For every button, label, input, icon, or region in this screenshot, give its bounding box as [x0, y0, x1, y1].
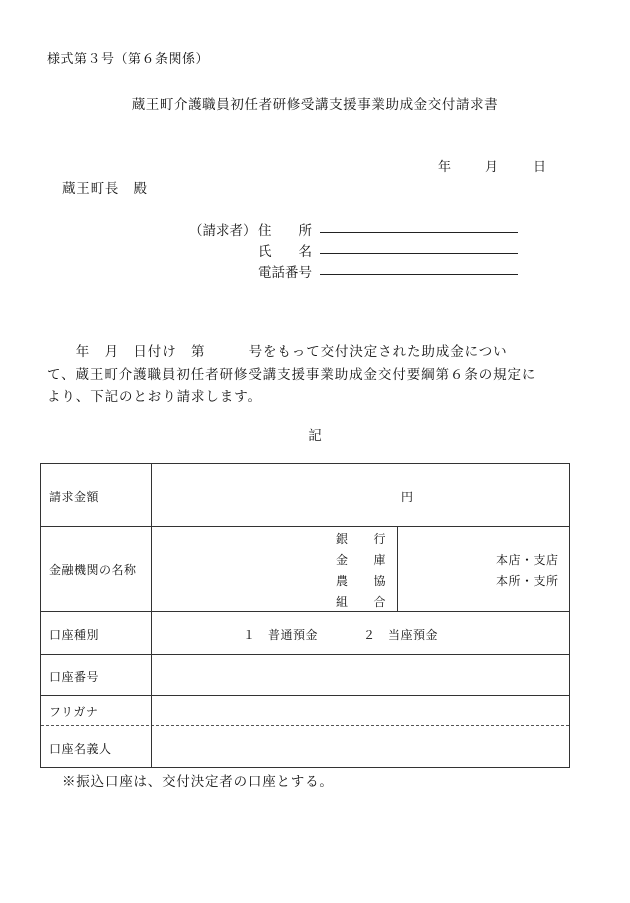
bank-column-divider: [397, 526, 398, 611]
account-type-checking[interactable]: ２ 当座預金: [363, 628, 439, 642]
bank-type-union: 組 合: [336, 595, 387, 609]
date-month: 月: [485, 160, 499, 175]
name-field[interactable]: [320, 253, 518, 254]
record-heading: 記: [308, 428, 322, 444]
bank-type-agri: 農 協: [336, 574, 387, 588]
branch-option-2: 本所・支所: [496, 574, 559, 588]
date-day: 日: [533, 160, 547, 175]
document-title: 蔵王町介護職員初任者研修受講支援事業助成金交付請求書: [131, 97, 499, 113]
row-divider-dashed: [41, 725, 569, 726]
furigana-label: フリガナ: [49, 705, 99, 719]
phone-label: 電話番号: [258, 265, 312, 281]
account-type-ordinary[interactable]: １ 普通預金: [243, 628, 319, 642]
address-field[interactable]: [320, 232, 518, 233]
bank-label: 金融機関の名称: [49, 563, 137, 577]
account-type-label: 口座種別: [49, 628, 100, 642]
form-number-label: 様式第３号（第６条関係）: [47, 52, 210, 67]
amount-label: 請求金額: [49, 490, 100, 504]
bank-type-shinkin: 金 庫: [336, 553, 387, 567]
addressee: 蔵王町長 殿: [62, 181, 148, 197]
requester-prefix: （請求者）: [189, 223, 257, 239]
body-line-3: より、下記のとおり請求します。: [47, 389, 262, 405]
name-label: 氏 名: [258, 244, 312, 260]
account-number-label: 口座番号: [49, 670, 100, 684]
account-holder-label: 口座名義人: [49, 742, 112, 756]
row-divider: [41, 611, 569, 612]
branch-option-1: 本店・支店: [496, 553, 559, 567]
row-divider: [41, 654, 569, 655]
date-year: 年: [438, 160, 452, 175]
transfer-note: ※振込口座は、交付決定者の口座とする。: [62, 774, 334, 790]
row-divider: [41, 526, 569, 527]
row-divider: [41, 695, 569, 696]
phone-field[interactable]: [320, 274, 518, 275]
amount-unit: 円: [401, 490, 414, 504]
body-line-1: 年 月 日付け 第 号をもって交付決定された助成金につい: [47, 344, 508, 360]
amount-field[interactable]: [41, 464, 569, 526]
bank-type-bank: 銀 行: [336, 532, 387, 546]
body-line-2: て、蔵王町介護職員初任者研修受講支援事業助成金交付要綱第６条の規定に: [47, 367, 537, 383]
request-table: [40, 463, 570, 768]
address-label: 住 所: [258, 223, 312, 239]
